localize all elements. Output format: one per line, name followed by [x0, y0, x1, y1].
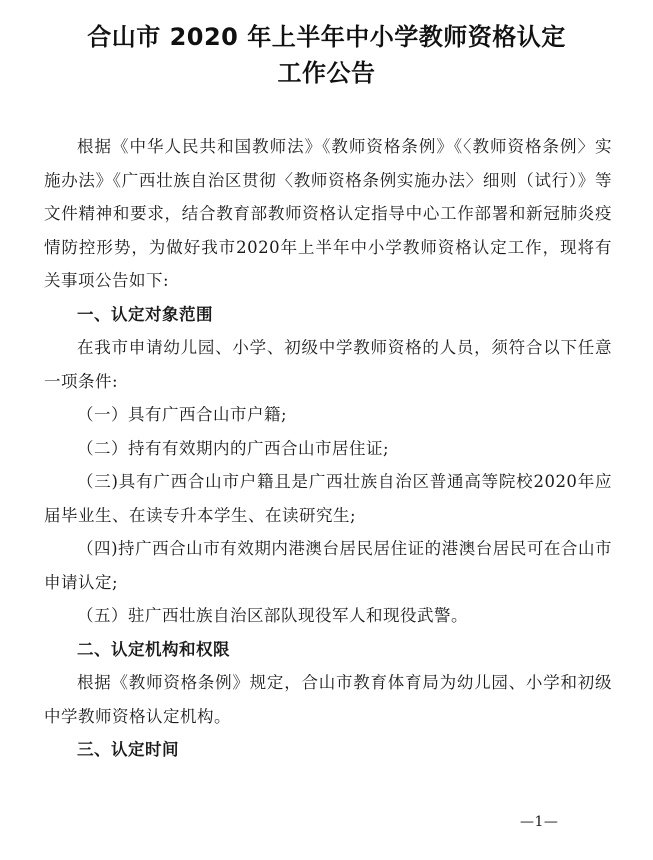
section-3-heading: 三、认定时间	[77, 740, 179, 759]
condition-item-1: （一）具有广西合山市户籍;	[77, 405, 288, 424]
section-2-heading: 二、认定机构和权限	[77, 639, 230, 659]
page-number: —1—	[520, 814, 559, 830]
condition-item-2: （二）持有有效期内的广西合山市居住证;	[77, 438, 390, 458]
intro-paragraph: 根据《中华人民共和国教师法》《教师资格条例》《〈教师资格条例〉实施办法》《广西壮族自治区贯彻〈教师资格条例实施办法〉细则（试行）》等文件精神和要求，结合教育部教师资格认定指导中心工作部署和新冠肺炎疫情防控形势，为做好我市2020年上半年中小学教师资格认定工作，现将有关事项公告如下:	[44, 137, 612, 290]
section-2-text: 根据《教师资格条例》规定，合山市教育体育局为幼儿园、小学和初级中学教师资格认定机构。	[44, 673, 612, 726]
document-body	[44, 130, 612, 767]
condition-item-3: （三)具有广西合山市户籍且是广西壮族自治区普通高等院校2020年应届毕业生、在读专升本学生、在读研究生;	[44, 472, 612, 525]
section-1-intro: 在我市申请幼儿园、小学、初级中学教师资格的人员，须符合以下任意一项条件:	[44, 338, 612, 391]
condition-item-4: （四)持广西合山市有效期内港澳台居民居住证的港澳台居民可在合山市申请认定;	[44, 539, 612, 592]
section-1-heading: 一、认定对象范围	[77, 304, 213, 324]
document-title-line-1: 合山市 2020 年上半年中小学教师资格认定	[87, 23, 566, 51]
document-title-line-2: 工作公告	[277, 59, 376, 87]
condition-item-5: （五）驻广西壮族自治区部队现役军人和现役武警。	[77, 606, 468, 625]
